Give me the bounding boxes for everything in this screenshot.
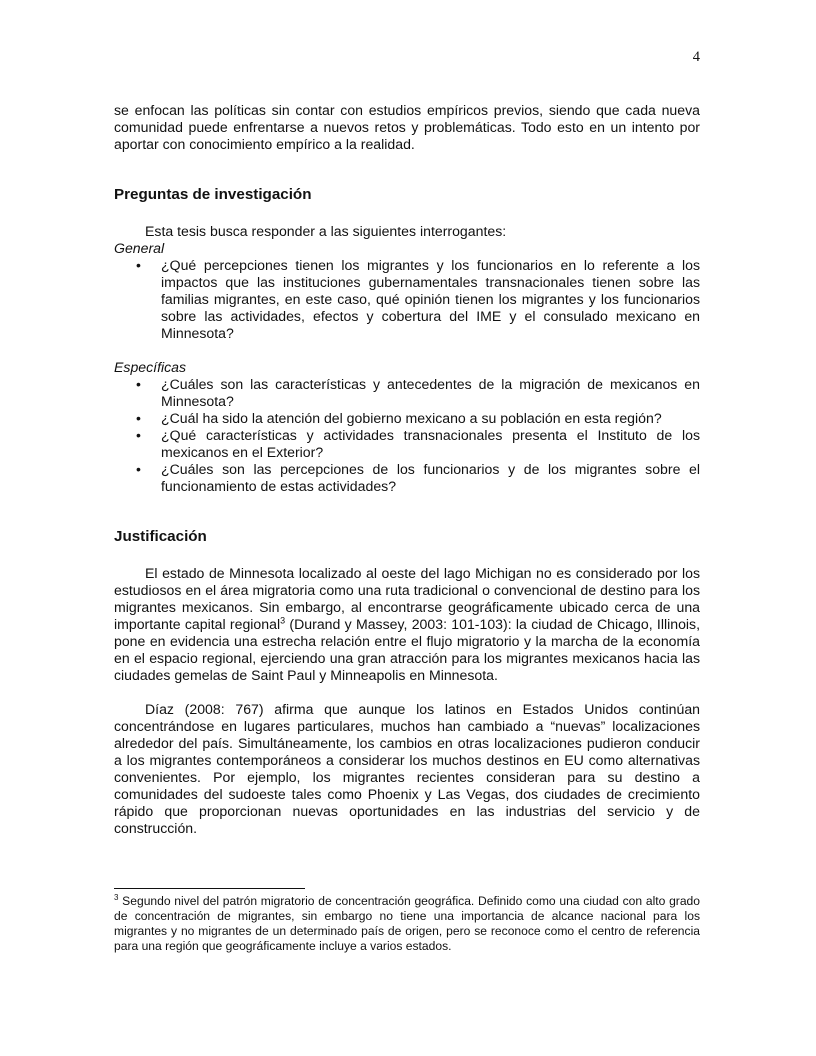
- intro-paragraph: se enfocan las políticas sin contar con estudios empíricos previos, siendo que cada nueva comunidad puede enfrentarse a nuevos retos y problemáticas. Todo esto en un intento por aportar con conocimiento empírico a la realidad.: [114, 102, 700, 152]
- list-item: [114, 410, 700, 427]
- footnote-reference: 3: [280, 615, 286, 626]
- document-body: [114, 102, 700, 837]
- footnote-marker: 3: [114, 892, 119, 902]
- list-item: [114, 376, 700, 410]
- bullet-glyph: •: [136, 376, 141, 392]
- bullet-glyph: •: [136, 427, 141, 443]
- list-item-text: ¿Cuáles son las características y antecedentes de la migración de mexicanos en Minnesota?: [161, 376, 700, 409]
- general-label: General: [114, 240, 165, 256]
- general-questions-list: [114, 257, 700, 342]
- list-item: [114, 461, 700, 495]
- list-item-text: ¿Qué percepciones tienen los migrantes y los funcionarios en lo referente a los impactos que las instituciones gubernamentales transnacionales tienen sobre las familias migrantes, en este caso, qué opinión tienen los migrantes y los funcionarios sobre las actividades, efectos y cobertura del IME y el consulado mexicano en Minnesota?: [161, 257, 700, 341]
- footnote-divider: [114, 888, 305, 889]
- list-item-text: ¿Cuáles son las percepciones de los funcionarios y de los migrantes sobre el funcionamiento de estas actividades?: [161, 461, 700, 494]
- list-item: [114, 427, 700, 461]
- list-item-text: ¿Cuál ha sido la atención del gobierno mexicano a su población en esta región?: [161, 410, 662, 426]
- heading-research-questions: Preguntas de investigación: [114, 186, 312, 203]
- heading-justification: Justificación: [114, 528, 207, 545]
- specific-label: Específicas: [114, 359, 187, 375]
- justification-paragraph-1: [114, 565, 700, 684]
- bullet-glyph: •: [136, 257, 141, 273]
- paragraph-text: El estado de Minnesota localizado al oeste del lago Michigan no es considerado por los estudiosos en el área migratoria como una ruta tradicional o convencional de destino para los migrantes mexicanos. Sin embargo, al encontrarse geográficamente ubicado cerca de una importante capital regional: [114, 565, 700, 632]
- bullet-glyph: •: [136, 461, 141, 477]
- paragraph-text: (Durand y Massey, 2003: 101-103): la ciudad de Chicago, Illinois, pone en evidencia una estrecha relación entre el flujo migratorio y la marcha de la economía en el espacio regional, ejerciendo una gran atracción para los migrantes mexicanos hacia las ciudades gemelas de Saint Paul y Minneapolis en Minnesota.: [114, 616, 701, 683]
- page-number: 4: [692, 49, 700, 65]
- questions-lead: Esta tesis busca responder a las siguientes interrogantes:: [145, 223, 507, 239]
- footnote: [114, 894, 700, 954]
- bullet-glyph: •: [136, 410, 141, 426]
- footnote-text: Segundo nivel del patrón migratorio de concentración geográfica. Definido como una ciudad con alto grado de concentración de migrantes, sin embargo no tiene una importancia de alcance nacional para los migrantes y no migrantes de un determinado país de origen, pero se reconoce como el centro de referencia para una región que geográficamente incluye a varios estados.: [114, 894, 700, 953]
- justification-paragraph-2: Díaz (2008: 767) afirma que aunque los latinos en Estados Unidos continúan concentrándose en lugares particulares, muchos han cambiado a “nuevas” localizaciones alrededor del país. Simultáneamente, los cambios en otras localizaciones pudieron conducir a los migrantes contemporáneos a considerar los muchos destinos en EU como alternativas convenientes. Por ejemplo, los migrantes recientes consideran para su destino a comunidades del sudoeste tales como Phoenix y Las Vegas, dos ciudades de crecimiento rápido que proporcionan nuevas oportunidades en las industrias del servicio y de construcción.: [114, 701, 700, 836]
- list-item-text: ¿Qué características y actividades transnacionales presenta el Instituto de los mexicanos en el Exterior?: [161, 427, 700, 460]
- list-item: [114, 257, 700, 342]
- specific-questions-list: [114, 376, 700, 495]
